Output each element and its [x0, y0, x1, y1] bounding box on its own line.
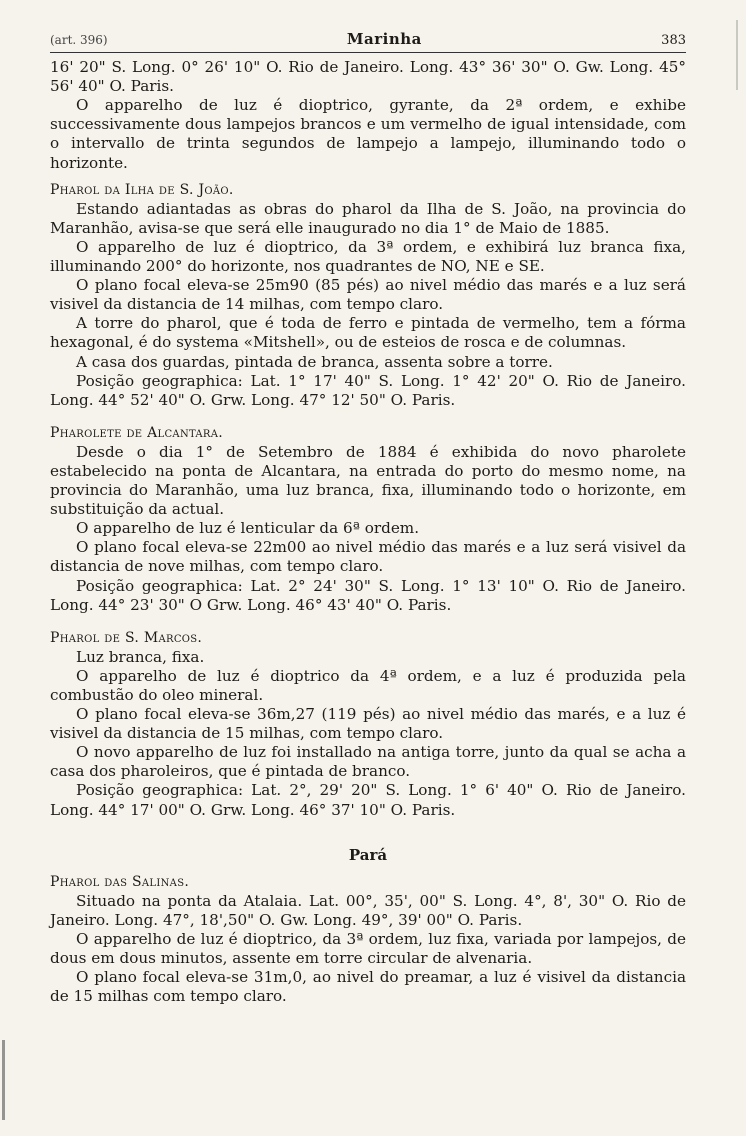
- province-heading: Pará: [348, 845, 388, 864]
- paragraph: A torre do pharol, que é toda de ferro e pintada de vermelho, tem a fórma hexagonal, é do systema «Mitshell», ou de esteios de rosca e de columnas.: [50, 314, 686, 352]
- intro-paragraph: O apparelho de luz é dioptrico, gyrante, da 2ª ordem, e exhibe successivamente dous lampejos brancos e um vermelho de igual intensidade, com o intervallo de trinta segundos de lampejo a lampejo, illuminando todo o horizonte.: [50, 96, 686, 172]
- section-title-salinas: Pharol das Salinas.: [50, 873, 190, 890]
- paragraph: Estando adiantadas as obras do pharol da Ilha de S. João, na provincia do Maranhão, avisa-se que será elle inaugurado no dia 1° de Maio de 1885.: [50, 199, 686, 237]
- paragraph: O apparelho de luz é dioptrico da 4ª ordem, e a luz é produzida pela combustão do oleo mineral.: [50, 666, 686, 704]
- paragraph: O plano focal eleva-se 25m90 (85 pés) ao nivel médio das marés e a luz será visivel da distancia de 14 milhas, com tempo claro.: [50, 276, 686, 314]
- paragraph: O plano focal eleva-se 36m,27 (119 pés) ao nivel médio das marés, e a luz é visivel da distancia de 15 milhas, com tempo claro.: [50, 705, 686, 743]
- page-number: 383: [661, 33, 686, 48]
- paragraph: O novo apparelho de luz foi installado na antiga torre, junto da qual se acha a casa dos pharoleiros, que é pintada de branco.: [50, 743, 686, 781]
- paragraph: A casa dos guardas, pintada de branca, assenta sobre a torre.: [76, 352, 553, 371]
- section-title-ilha-sao-joao: Pharol da Ilha de S. João.: [50, 181, 234, 198]
- page-edge-shadow: [736, 20, 738, 90]
- paragraph: Posição geographica: Lat. 2°, 29' 20" S. Long. 1° 6' 40" O. Rio de Janeiro. Long. 44° 17' 00" O. Grw. Long. 46° 37' 10" O. Paris.: [50, 781, 686, 819]
- paragraph: Posição geographica: Lat. 2° 24' 30" S. Long. 1° 13' 10" O. Rio de Janeiro. Long. 44° 23' 30" O Grw. Long. 46° 43' 40" O. Paris.: [50, 576, 686, 614]
- paragraph: O plano focal eleva-se 22m00 ao nivel médio das marés e a luz será visivel da distancia de nove milhas, com tempo claro.: [50, 538, 686, 576]
- paragraph: O apparelho de luz é lenticular da 6ª ordem.: [76, 519, 420, 538]
- running-header: [50, 30, 686, 53]
- paragraph: Desde o dia 1° de Setembro de 1884 é exhibida do novo pharolete estabelecido na ponta de Alcantara, na entrada do porto do mesmo nome, na provincia do Maranhão, uma luz branca, fixa, illuminando todo o horizonte, em substituição da actual.: [50, 442, 686, 519]
- page-title: Marinha: [346, 30, 422, 48]
- section-title-sao-marcos: Pharol de S. Marcos.: [50, 629, 203, 646]
- paragraph: Posição geographica: Lat. 1° 17' 40" S. Long. 1° 42' 20" O. Rio de Janeiro. Long. 44° 52' 40" O. Grw. Long. 47° 12' 50" O. Paris.: [50, 371, 686, 409]
- paragraph: O plano focal eleva-se 31m,0, ao nivel do preamar, a luz é visivel da distancia de 15 milhas com tempo claro.: [50, 968, 686, 1006]
- paragraph: O apparelho de luz é dioptrico, da 3ª ordem, e exhibirá luz branca fixa, illuminando 200° do horizonte, nos quadrantes de NO, NE e SE.: [50, 237, 686, 276]
- paragraph: Situado na ponta da Atalaia. Lat. 00°, 35', 00" S. Long. 4°, 8', 30" O. Rio de Janeiro. Long. 47°, 18',50" O. Gw. Long. 49°, 39' 00" O. Paris.: [50, 891, 686, 929]
- paragraph: Luz branca, fixa.: [76, 647, 205, 666]
- section-title-alcantara: Pharolete de Alcantara.: [50, 424, 224, 441]
- paragraph: O apparelho de luz é dioptrico, da 3ª ordem, luz fixa, variada por lampejos, de dous em dous minutos, assente em torre circular de alvenaria.: [50, 930, 686, 968]
- article-reference: (art. 396): [50, 33, 108, 47]
- intro-coordinates: 16' 20" S. Long. 0° 26' 10" O. Rio de Janeiro. Long. 43° 36' 30" O. Gw. Long. 45° 56' 40" O. Paris.: [50, 58, 686, 96]
- document-page: [50, 30, 686, 1006]
- binding-edge-mark: [2, 1040, 5, 1120]
